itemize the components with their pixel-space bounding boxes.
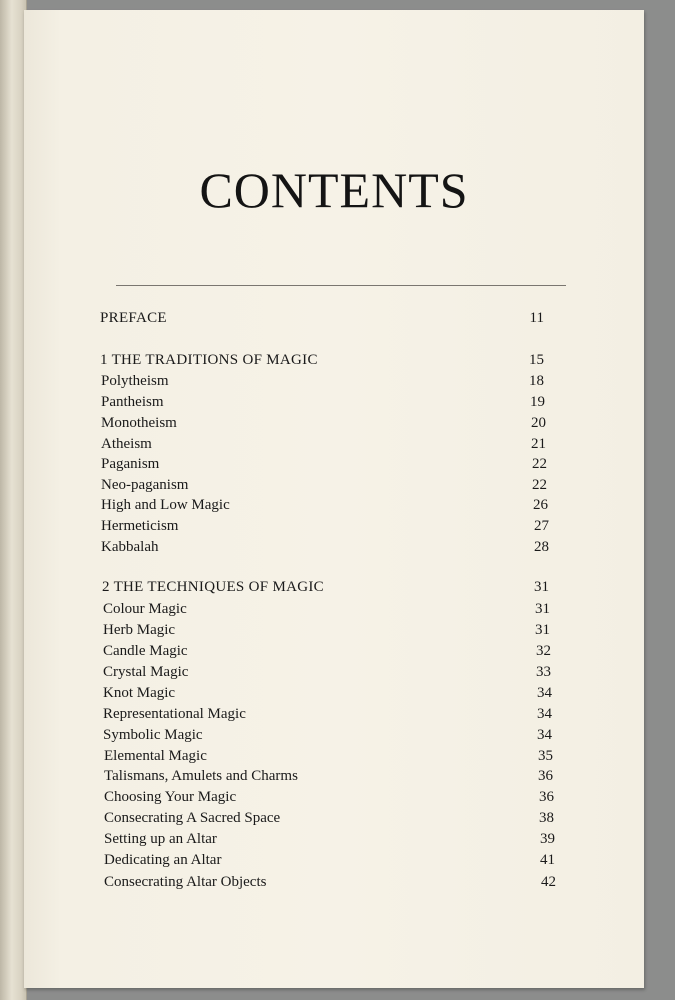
toc-entry-title: Consecrating Altar Objects <box>104 874 267 890</box>
toc-entry <box>24 392 584 412</box>
toc-entry <box>24 454 584 474</box>
toc-entry-title: Choosing Your Magic <box>104 789 237 805</box>
toc-page-number: 42 <box>541 874 556 890</box>
toc-entry-title: Knot Magic <box>103 685 176 701</box>
toc-entry-title: Kabbalah <box>101 539 159 555</box>
toc-entry-title: Consecrating A Sacred Space <box>104 810 281 826</box>
toc-entry <box>24 537 584 557</box>
toc-page-number: 21 <box>531 436 546 452</box>
toc-entry <box>24 413 584 433</box>
page-title: CONTENTS <box>199 162 469 218</box>
toc-chapter-heading <box>24 308 584 328</box>
toc-page-number: 36 <box>539 789 554 805</box>
toc-entry <box>24 787 584 807</box>
title-divider <box>116 285 566 286</box>
toc-page-number: 31 <box>535 622 550 638</box>
toc-entry <box>24 475 584 495</box>
book-page <box>24 10 644 988</box>
toc-entry-title: Crystal Magic <box>103 664 189 680</box>
toc-entry <box>24 641 584 661</box>
toc-entry-title: Dedicating an Altar <box>104 852 222 868</box>
toc-page-number: 34 <box>537 706 552 722</box>
toc-entry-title: Setting up an Altar <box>104 831 217 847</box>
toc-page-number: 33 <box>536 664 551 680</box>
toc-entry-title: High and Low Magic <box>101 497 230 513</box>
toc-entry <box>24 599 584 619</box>
toc-chapter-heading <box>24 577 584 597</box>
toc-entry <box>24 516 584 536</box>
toc-page-number: 38 <box>539 810 554 826</box>
toc-entry-title: Atheism <box>101 436 152 452</box>
toc-page-number: 11 <box>529 310 544 326</box>
toc-entry <box>24 704 584 724</box>
toc-entry-title: Symbolic Magic <box>103 727 203 743</box>
toc-page-number: 34 <box>537 727 552 743</box>
book-spine-edge <box>0 0 27 1000</box>
toc-page-number: 35 <box>538 748 553 764</box>
toc-entry-title: Herb Magic <box>103 622 176 638</box>
toc-entry <box>24 683 584 703</box>
toc-entry-title: Monotheism <box>101 415 177 431</box>
toc-entry <box>24 662 584 682</box>
toc-entry <box>24 371 584 391</box>
toc-entry-title: Candle Magic <box>103 643 188 659</box>
toc-entry-title: PREFACE <box>100 310 167 326</box>
toc-page-number: 26 <box>533 497 548 513</box>
toc-entry-title: 1 THE TRADITIONS OF MAGIC <box>100 352 318 368</box>
toc-page-number: 20 <box>531 415 546 431</box>
toc-page-number: 41 <box>540 852 555 868</box>
toc-entry <box>24 808 584 828</box>
toc-entry <box>24 850 584 870</box>
toc-entry <box>24 746 584 766</box>
toc-page-number: 22 <box>532 456 547 472</box>
toc-chapter-heading <box>24 350 584 370</box>
toc-entry <box>24 434 584 454</box>
toc-page-number: 19 <box>530 394 545 410</box>
toc-entry-title: Polytheism <box>101 373 169 389</box>
toc-page-number: 34 <box>537 685 552 701</box>
toc-entry <box>24 620 584 640</box>
toc-entry-title: Elemental Magic <box>104 748 207 764</box>
toc-entry-title: Hermeticism <box>101 518 179 534</box>
toc-page-number: 31 <box>535 601 550 617</box>
toc-page-number: 22 <box>532 477 547 493</box>
toc-page-number: 39 <box>540 831 555 847</box>
toc-entry <box>24 829 584 849</box>
toc-page-number: 27 <box>534 518 549 534</box>
toc-entry <box>24 725 584 745</box>
toc-entry <box>24 766 584 786</box>
toc-page-number: 28 <box>534 539 549 555</box>
toc-entry-title: Paganism <box>101 456 160 472</box>
toc-page-number: 32 <box>536 643 551 659</box>
toc-entry-title: Representational Magic <box>103 706 246 722</box>
toc-page-number: 36 <box>538 768 553 784</box>
toc-entry <box>24 495 584 515</box>
toc-page-number: 18 <box>529 373 544 389</box>
toc-entry-title: 2 THE TECHNIQUES OF MAGIC <box>102 579 324 595</box>
toc-page-number: 15 <box>529 352 544 368</box>
toc-entry-title: Talismans, Amulets and Charms <box>104 768 298 784</box>
toc-entry <box>24 872 584 892</box>
toc-page-number: 31 <box>534 579 549 595</box>
toc-entry-title: Pantheism <box>101 394 164 410</box>
toc-entry-title: Neo-paganism <box>101 477 189 493</box>
toc-entry-title: Colour Magic <box>103 601 187 617</box>
